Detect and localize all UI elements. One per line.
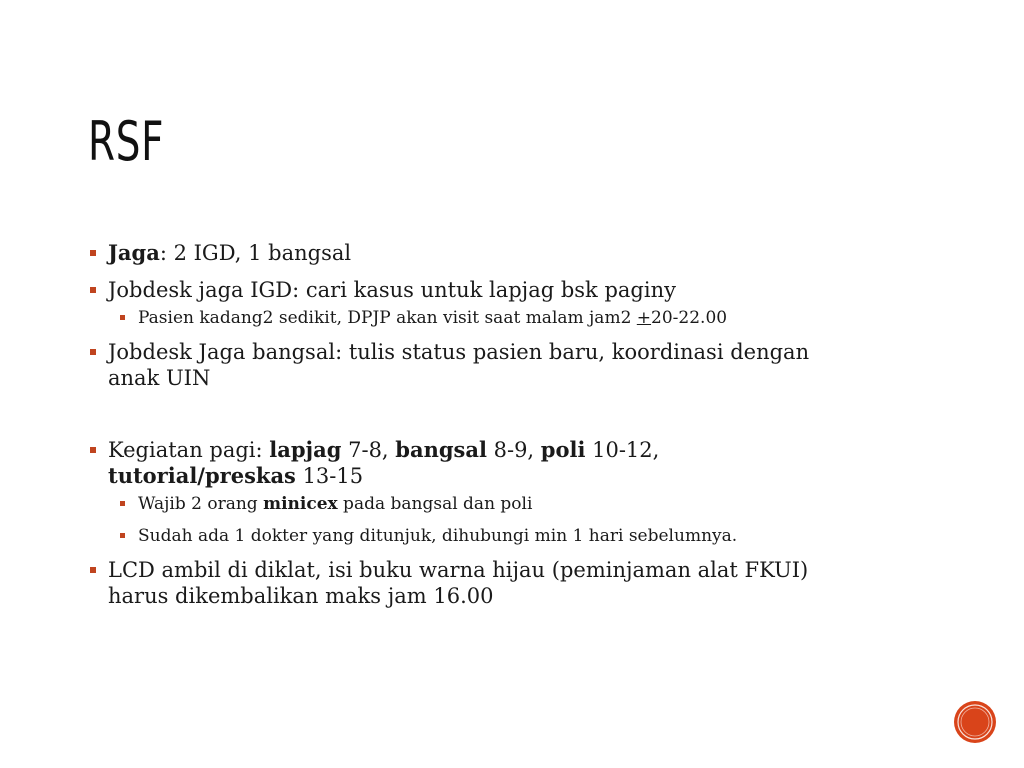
bullet-lcd-line1: LCD ambil di diklat, isi buku warna hijau (peminjaman alat FKUI)	[108, 558, 809, 582]
kegiatan-seg1: Kegiatan pagi:	[108, 438, 270, 462]
bullet-lcd-line2: harus dikembalikan maks jam 16.00	[108, 584, 494, 608]
bullet-jobdesk-igd	[90, 277, 930, 303]
bullet-jobdesk-igd-text: Jobdesk jaga IGD: cari kasus untuk lapjag bsk paginy	[108, 278, 676, 302]
subbullet-wajib	[120, 493, 930, 515]
plus-minus-sign: +	[636, 308, 652, 328]
subbullet-wajib-pre: Wajib 2 orang	[138, 494, 264, 514]
subbullet-wajib-post: pada bangsal dan poli	[337, 494, 533, 514]
subbullet-sudah	[120, 525, 930, 547]
kegiatan-tutorial: tutorial/preskas	[108, 463, 296, 488]
bullet-kegiatan-pagi	[90, 437, 930, 489]
bullet-jobdesk-bangsal-line2: anak UIN	[108, 366, 211, 390]
kegiatan-seg4: 10-12,	[585, 438, 660, 462]
bullet-jaga-bold: Jaga	[108, 240, 160, 265]
square-bullet-icon	[90, 349, 96, 355]
bullet-jaga-text: : 2 IGD, 1 bangsal	[159, 241, 352, 265]
slide-content	[90, 240, 930, 620]
kegiatan-seg5: 13-15	[295, 464, 364, 488]
square-bullet-icon	[90, 447, 96, 453]
square-bullet-icon	[120, 315, 125, 320]
bullet-jobdesk-bangsal-line1: Jobdesk Jaga bangsal: tulis status pasien baru, koordinasi dengan	[108, 340, 810, 364]
subbullet-pasien	[120, 307, 930, 329]
subbullet-pasien-post: 20-22.00	[651, 308, 728, 328]
square-bullet-icon	[90, 567, 96, 573]
slide-title: RSF	[88, 110, 165, 173]
kegiatan-lapjag: lapjag	[269, 437, 342, 462]
square-bullet-icon	[90, 287, 96, 293]
square-bullet-icon	[90, 250, 96, 256]
circle-logo-icon	[953, 700, 997, 744]
kegiatan-poli: poli	[540, 437, 586, 462]
kegiatan-seg2: 7-8,	[341, 438, 396, 462]
bullet-lcd	[90, 557, 930, 609]
bullet-jaga	[90, 240, 930, 266]
kegiatan-seg3: 8-9,	[486, 438, 541, 462]
kegiatan-bangsal: bangsal	[395, 437, 487, 462]
subbullet-wajib-bold: minicex	[263, 494, 338, 514]
bullet-jobdesk-bangsal	[90, 339, 930, 391]
subbullet-pasien-pre: Pasien kadang2 sedikit, DPJP akan visit saat malam jam2	[138, 308, 637, 328]
subbullet-sudah-text: Sudah ada 1 dokter yang ditunjuk, dihubungi min 1 hari sebelumnya.	[138, 526, 738, 546]
square-bullet-icon	[120, 533, 125, 538]
square-bullet-icon	[120, 501, 125, 506]
